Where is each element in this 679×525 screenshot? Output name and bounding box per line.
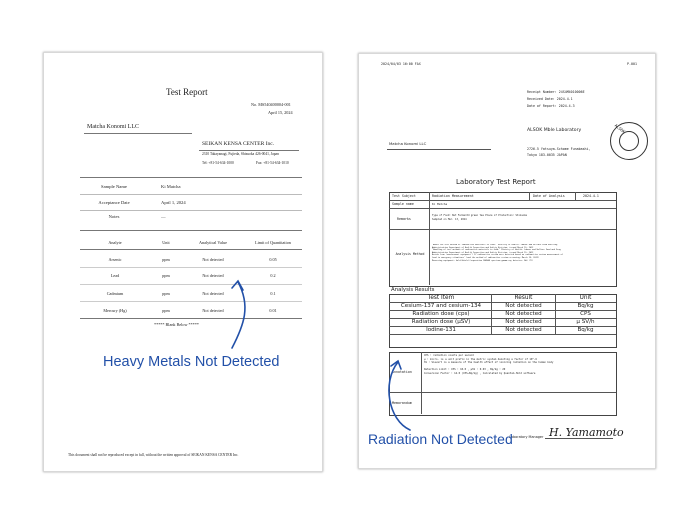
limit-cell: 0.2	[270, 273, 276, 278]
col-unit: Unit	[162, 240, 170, 245]
analyte-cell: Arsenic	[108, 257, 122, 262]
memorandum-label: Memorandum	[392, 401, 412, 405]
info-label-sample-name: Sample Name	[101, 184, 127, 189]
left-report-title: Test Report	[166, 87, 208, 97]
laboratory-manager-label: Laboratory Manager	[509, 435, 544, 439]
results-header-result: Result	[514, 295, 533, 301]
method-line: "About the test method of radioactive materials in food," Ministry of Health, Labour and Welfare Food and Drug	[432, 244, 558, 246]
result-unit: Bq/kg	[577, 327, 594, 333]
info-value-acceptance-date: April 1, 2024	[161, 200, 186, 205]
lab-name: ALSOK Mble Laboratory	[527, 128, 582, 133]
limit-cell: 0.01	[269, 308, 277, 313]
col-limit-quantitation: Limit of Quantitation	[255, 240, 291, 245]
result-value: Not detected	[505, 319, 542, 325]
left-client-name: Matcha Konomi LLC	[87, 124, 139, 130]
col-analyte: Analyte	[108, 240, 122, 245]
left-footer-note: This document shall not be reproduced except in full, without the written approval of SEIKAN KENSA CENTER Inc.	[68, 453, 239, 457]
blank-below: ***** Blank Below *****	[154, 322, 200, 327]
result-value: Not detected	[505, 303, 542, 309]
result-unit: μ SV/h	[576, 319, 595, 325]
radiation-callout: Radiation Not Detected	[368, 431, 513, 447]
date-of-analysis-label: Date of Analysis	[533, 194, 565, 198]
analyte-cell: Mercury (Hg)	[103, 308, 127, 313]
annotation-line: Conversion Factor : 14.0 (CPS→Bq/kg) , Calculated by Quantum-Hold software	[424, 371, 536, 375]
analyte-cell: Lead	[110, 273, 120, 278]
fax-header: 2024/04/03 16:00 FAX	[381, 62, 421, 66]
result-item: Cesium-137 and cesium-134	[400, 303, 482, 309]
unit-cell: ppm	[162, 308, 170, 313]
result-unit: Bq/kg	[577, 303, 594, 309]
heavy-metals-arrow-icon	[232, 281, 245, 348]
stamp-text: ALSOK	[613, 122, 627, 135]
manager-signature: H. Yamamoto	[549, 426, 624, 439]
info-label-notes: Notes	[108, 214, 120, 219]
test-subject-value: Radiation Measurement	[432, 194, 474, 198]
annotation-label: Annotation	[392, 370, 412, 374]
col-analytical-value: Analytical Value	[199, 240, 227, 245]
test-subject-label: Test Subject	[392, 194, 416, 198]
results-header-item: Test Item	[427, 295, 455, 301]
info-value-notes: —	[161, 214, 166, 219]
result-value: Not detected	[505, 311, 542, 317]
lab-fax: Fax: +81-54-634-1010	[256, 161, 289, 165]
unit-cell: ppm	[162, 291, 170, 296]
left-report-date: April 15, 2024	[268, 110, 293, 115]
date-of-analysis-value: 2024.4.1	[583, 194, 599, 198]
left-report-number: No. MS540400004-001	[251, 102, 291, 107]
fax-page-number: P.001	[627, 62, 637, 66]
result-item: Radiation dose (μSV)	[411, 319, 471, 325]
remarks-label: Remarks	[397, 217, 411, 221]
receipt-number: Receipt Number: 24S4M4010006E	[527, 90, 585, 94]
method-line: food in emergency situations' (and the method of radioactive cesium screening, March 15, 2012)	[432, 256, 539, 259]
result-unit: CPS	[580, 311, 591, 317]
value-cell: Not detected	[202, 257, 224, 262]
limit-cell: 0.05	[269, 257, 277, 262]
remarks-line-2: Sampled on Mar. 13, 2024	[432, 218, 467, 221]
method-line: Administration Department of Health Inspection and Safety Division, issued March 15, 2012	[432, 251, 534, 254]
result-value: Not detected	[505, 327, 542, 333]
annotation-line: Detection Limit : CPS : 10.0 , μSV : 0.03 , Bq/kg : 20	[424, 368, 506, 372]
results-header-unit: Unit	[579, 295, 592, 301]
method-line: "Handling of test methods of radioactive materials in food," Ministry of Health, Labour and Welfare Food and Drug	[432, 249, 561, 252]
date-of-report: Date of Report: 2024.4.3	[527, 104, 575, 108]
lab-address: 2310 Takayanagi, Fujieda, Shizuoka 426-0041, Japan	[202, 152, 279, 156]
limit-cell: 0.1	[270, 291, 276, 296]
radiation-arrow-icon	[389, 361, 410, 430]
value-cell: Not detected	[202, 291, 224, 296]
remarks-line-1: Type of Food: Nut Fermentd green tea Place of Production: Shizuoka	[432, 214, 527, 217]
lab-name: SEIKAN KENSA CENTER Inc.	[202, 141, 275, 147]
info-value-sample-name: Ki Matcha	[161, 184, 181, 189]
right-client-name: Matcha Konomi LLC	[389, 141, 427, 146]
analysis-results-label: Analysis Results	[391, 287, 435, 293]
value-cell: Not detected	[202, 273, 224, 278]
received-date: Received Date: 2024.4.1	[527, 97, 573, 101]
sample-name-label: Sample name	[392, 202, 414, 206]
method-line: Beside from 'measurement equipment') If radioactive cesium were detected based on radioactive cesium measurement of	[432, 254, 563, 257]
method-line: Measuring equipment: Gold-Shield Corporation DSB949 spectrum gamma-ray detector: Nal (Tl)	[432, 259, 534, 262]
annotation-line: SV : Sievert is a measure of the health effect of ionizing radiation on the human body	[424, 361, 554, 365]
lab-address-line-2: Tokyo 183-0035 JAPAN	[527, 153, 567, 157]
analyte-cell: Cadmium	[106, 291, 124, 296]
sample-name-value: Ki Matcha	[432, 202, 448, 206]
analysis-method-label: Analysis Method	[395, 252, 425, 256]
lab-address-line-1: 2726-5 Yatsuya-Schome Funabashi,	[527, 147, 591, 151]
value-cell: Not detected	[202, 308, 224, 313]
unit-cell: ppm	[162, 257, 170, 262]
result-item: Radiation dose (cps)	[412, 311, 470, 317]
lab-tel: Tel: +81-54-634-1000	[202, 161, 234, 165]
annotation-line: CPS : radiation counts per second	[424, 354, 474, 357]
result-item: Iodine-131	[426, 327, 456, 333]
info-label-acceptance-date: Acceptance Date	[98, 200, 130, 205]
annotation-line: μ : micro- is a unit prefix in the metric system denoting a factor of 10^-6	[424, 357, 537, 361]
method-line: Administration Department of Health Inspection and Safety Division, issued March 15, 2012	[432, 246, 534, 249]
unit-cell: ppm	[162, 273, 170, 278]
heavy-metals-callout: Heavy Metals Not Detected	[103, 354, 280, 370]
right-report-title: Laboratory Test Report	[456, 178, 536, 186]
